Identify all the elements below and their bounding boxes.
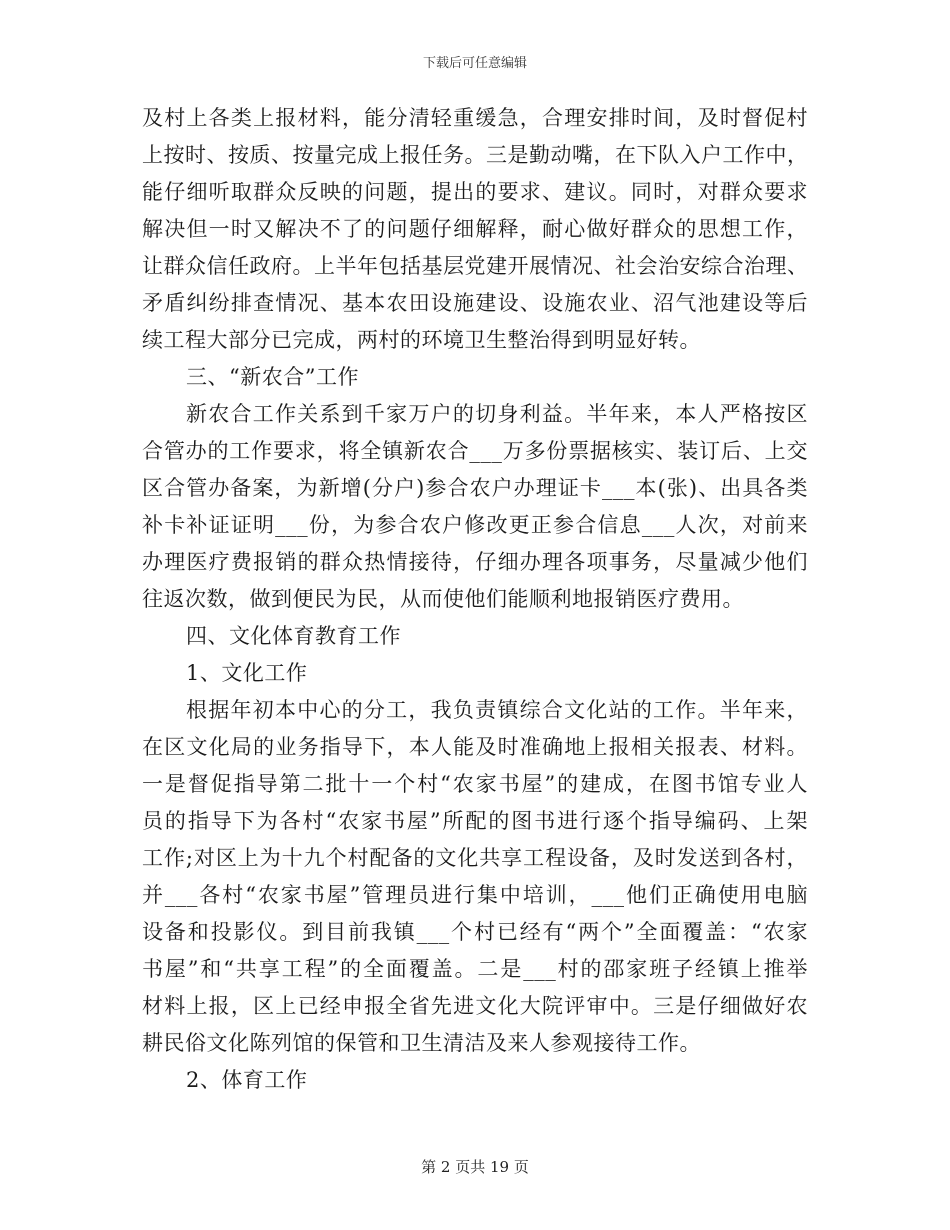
document-body [142,100,808,1099]
subsection-heading: 2、体育工作 [186,1068,308,1092]
body-line: 解决但一时又解决不了的问题仔细解释，耐心做好群众的思想工作， [142,217,808,241]
body-line: 新农合工作关系到千家万户的切身利益。半年来，本人严格按区 [186,402,808,426]
body-line: 在区文化局的业务指导下，本人能及时准确地上报相关报表、材料。 [142,735,808,759]
body-line: 区合管办备案，为新增(分户)参合农户办理证卡___本(张)、出具各类 [142,476,808,500]
body-line: 书屋”和“共享工程”的全面覆盖。二是___村的邵家班子经镇上推举 [142,957,808,981]
body-line: 上按时、按质、按量完成上报任务。三是勤动嘴，在下队入户工作中， [142,143,809,167]
section-heading: 三、“新农合”工作 [186,365,359,389]
body-line: 根据年初本中心的分工，我负责镇综合文化站的工作。半年来， [186,698,808,722]
body-line: 耕民俗文化陈列馆的保管和卫生清洁及来人参观接待工作。 [142,1031,701,1055]
subsection-heading: 1、文化工作 [186,661,308,685]
body-line: 及村上各类上报材料，能分清轻重缓急，合理安排时间，及时督促村 [142,106,808,130]
page-number: 第 2 页共 19 页 [421,1158,529,1176]
body-line: 合管办的工作要求，将全镇新农合___万多份票据核实、装订后、上交 [142,439,808,463]
body-line: 能仔细听取群众反映的问题，提出的要求、建议。同时，对群众要求 [142,180,808,204]
body-line: 往返次数，做到便民为民，从而使他们能顺利地报销医疗费用。 [142,587,744,611]
body-line: 工作;对区上为十九个村配备的文化共享工程设备，及时发送到各村， [142,846,808,870]
body-line: 材料上报，区上已经申报全省先进文化大院评审中。三是仔细做好农 [142,994,808,1018]
body-line: 续工程大部分已完成，两村的环境卫生整治得到明显好转。 [142,328,701,352]
body-line: 办理医疗费报销的群众热情接待，仔细办理各项事务，尽量减少他们 [142,550,808,574]
body-line: 补卡补证证明___份，为参合农户修改更正参合信息___人次，对前来 [142,513,808,537]
section-heading: 四、文化体育教育工作 [186,624,401,648]
body-line: 矛盾纠纷排查情况、基本农田设施建设、设施农业、沼气池建设等后 [142,291,808,315]
body-line: 一是督促指导第二批十一个村“农家书屋”的建成，在图书馆专业人 [142,772,808,796]
body-line: 并___各村“农家书屋”管理员进行集中培训，___他们正确使用电脑 [142,883,808,907]
body-line: 让群众信任政府。上半年包括基层党建开展情况、社会治安综合治理、 [142,254,809,278]
body-line: 设备和投影仪。到目前我镇___个村已经有“两个”全面覆盖：“农家 [142,920,808,944]
page-header: 下载后可任意编辑 [422,56,527,71]
body-line: 员的指导下为各村“农家书屋”所配的图书进行逐个指导编码、上架 [142,809,808,833]
